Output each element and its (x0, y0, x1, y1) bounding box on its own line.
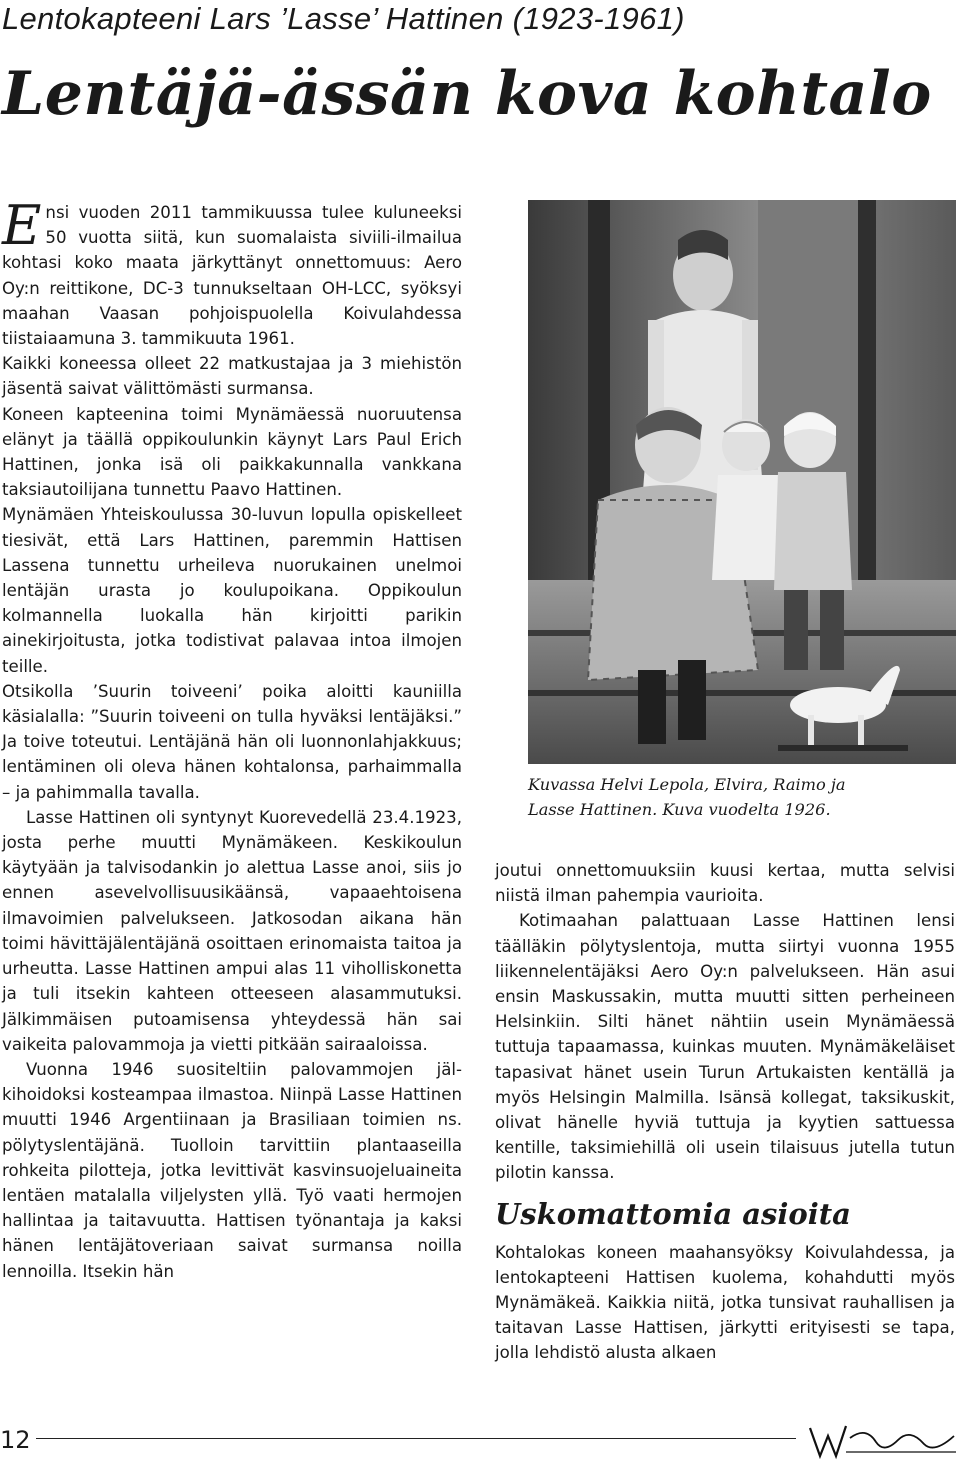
intro-text: nsi vuoden 2011 tammikuussa tulee kuluneeksi 50 vuotta siitä, kun suomalaista siviili-ilmailua kohtasi koko maata järkyttänyt onnettomuus: Aero Oy:n reittikone, DC-3 tunnukseltaan OH-LCC, syöksyi maahan Vaasan pohjoispuolella Koivulahdessa tiistaiaamuna 3. tammikuuta 1961. (2, 203, 462, 349)
caption-line: Kuvassa Helvi Lepola, Elvira, Raimo ja (528, 775, 846, 794)
left-text-column (2, 194, 462, 1284)
drop-cap: E (2, 194, 42, 257)
right-text-column (495, 858, 955, 1366)
body-paragraph: joutui onnettomuuksiin kuusi kertaa, mutta selvisi niistä ilman pahempia vaurioita. (495, 861, 955, 906)
body-paragraph: Otsikolla ’Suurin toiveeni’ poika aloitti kauniilla käsialalla: ”Suurin toiveeni on tulla hyväksi lentäjäksi.” Ja toive toteutui. Lentäjänä hän oli luonnonlahjakkuus; lentäminen oli oleva hänen kohtalonsa, parhaimmalla – ja pahimmalla tavalla. (2, 681, 462, 802)
article-headline: Lentäjä-ässän kova kohtalo (2, 59, 932, 129)
body-paragraph: Kaikki koneessa olleet 22 matkustajaa ja 3 miehistön jäsentä saivat välittömästi surmansa. (2, 354, 462, 399)
body-paragraph: Vuonna 1946 suositeltiin palovammojen jälkihoidoksi kosteampaa ilmastoa. Niinpä Lasse Hattinen muutti 1946 Argentiinaan ja Brasiliaan toimien ns. pölytyslentäjänä. Tuolloin tarvittiin plantaaseilla rohkeita pilotteja, jotka levittivät kasvinsuojeluaineita lentäen matalalla viljelysten yllä. Työ vaati hermojen hallintaa ja taitavuutta. Hattisen työnantaja ja kaksi hänen lentäjätoveriaan saivat surmansa noilla lennoilla. Itsekin hän (2, 1059, 462, 1281)
section-subheading: Uskomattomia asioita (495, 1196, 851, 1231)
footer-rule (36, 1438, 796, 1439)
caption-line: Lasse Hattinen. Kuva vuodelta 1926. (528, 800, 831, 819)
body-paragraph: Koneen kapteenina toimi Mynämäessä nuoruutensa elänyt ja täällä oppikoulunkin käynyt Lars Paul Erich Hattinen, jonka isä oli paikkakunnalla vankkana taksiautoilijana tunnettu Paavo Hattinen. (2, 404, 462, 500)
body-paragraph: Mynämäen Yhteiskoulussa 30-luvun lopulla opiskelleet tiesivät, että Lars Hattinen, paremmin Hattisen Lassena tunnettu urheileva nuorukainen unelmoi lentäjän urasta jo koulupoikana. Oppikoulun kolmannella luokalla hän kirjoitti parikin ainekirjoitusta, jotka todistivat palavaa intoa ilmojen teille. (2, 505, 462, 676)
body-paragraph: Kohtalokas koneen maahansyöksy Koivulahdessa, ja lentokapteeni Hattisen kuolema, kohahdutti myös Mynämäkeä. Kaikkia niitä, jotka tunsivat rauhallisen ja taitavan Lasse Hattisen, järkytti erityisesti se tapa, jolla lehdistö alusta alkaen (495, 1242, 955, 1363)
intro-paragraph (2, 194, 462, 351)
page-number: 12 (0, 1426, 31, 1454)
family-photo (528, 200, 956, 764)
body-paragraph: Kotimaahan palattuaan Lasse Hattinen lensi täälläkin pölytyslentoja, mutta siirtyi vuonna 1955 liikennelentäjäksi Aero Oy:n palvelukseen. Hän asui ensin Maskussakin, mutta muutti sitten perheineen Helsinkiin. Silti hänet nähtiin usein Mynämäessä tuttuja tapaamassa, kuinkas muuten. Mynämäkeläiset tapasivat hänet usein Turun Artukaisten kentällä ja myös Helsingin Malmilla. Isänsä kollegat, taksikuskit, olivat hänelle hyviä tuttuja ja kyytien sattuessa kentille, taksimiehillä oli usein tilaisuus jutella tutun pilotin kanssa. (495, 911, 955, 1183)
photo-illustration (528, 200, 956, 764)
photo-caption (528, 772, 956, 822)
article-kicker: Lentokapteeni Lars ’Lasse’ Hattinen (1923-1961) (2, 1, 685, 36)
body-paragraph: Lasse Hattinen oli syntynyt Kuorevedellä 23.4.1923, josta perhe muutti Mynämäkeen. Keskikoulun käytyään ja talvisodankin jo alettua Lasse anoi, siis jo ennen asevelvollisuusikäänsä, vapaaehtoisena ilmavoimien palvelukseen. Jatkosodan aikana hän toimi hävittäjälentäjänä osoittaen erinomaista taitoa ja urheutta. Lasse Hattinen ampui alas 11 viholliskonetta ja tuli itsekin kahteen otteeseen alasammutuksi. Jälkimmäisen putoamisensa yhteydessä hän sai vaikeita palovammoja ja vietti pitkään sairaaloissa. (2, 807, 462, 1054)
publication-logo (806, 1418, 958, 1462)
